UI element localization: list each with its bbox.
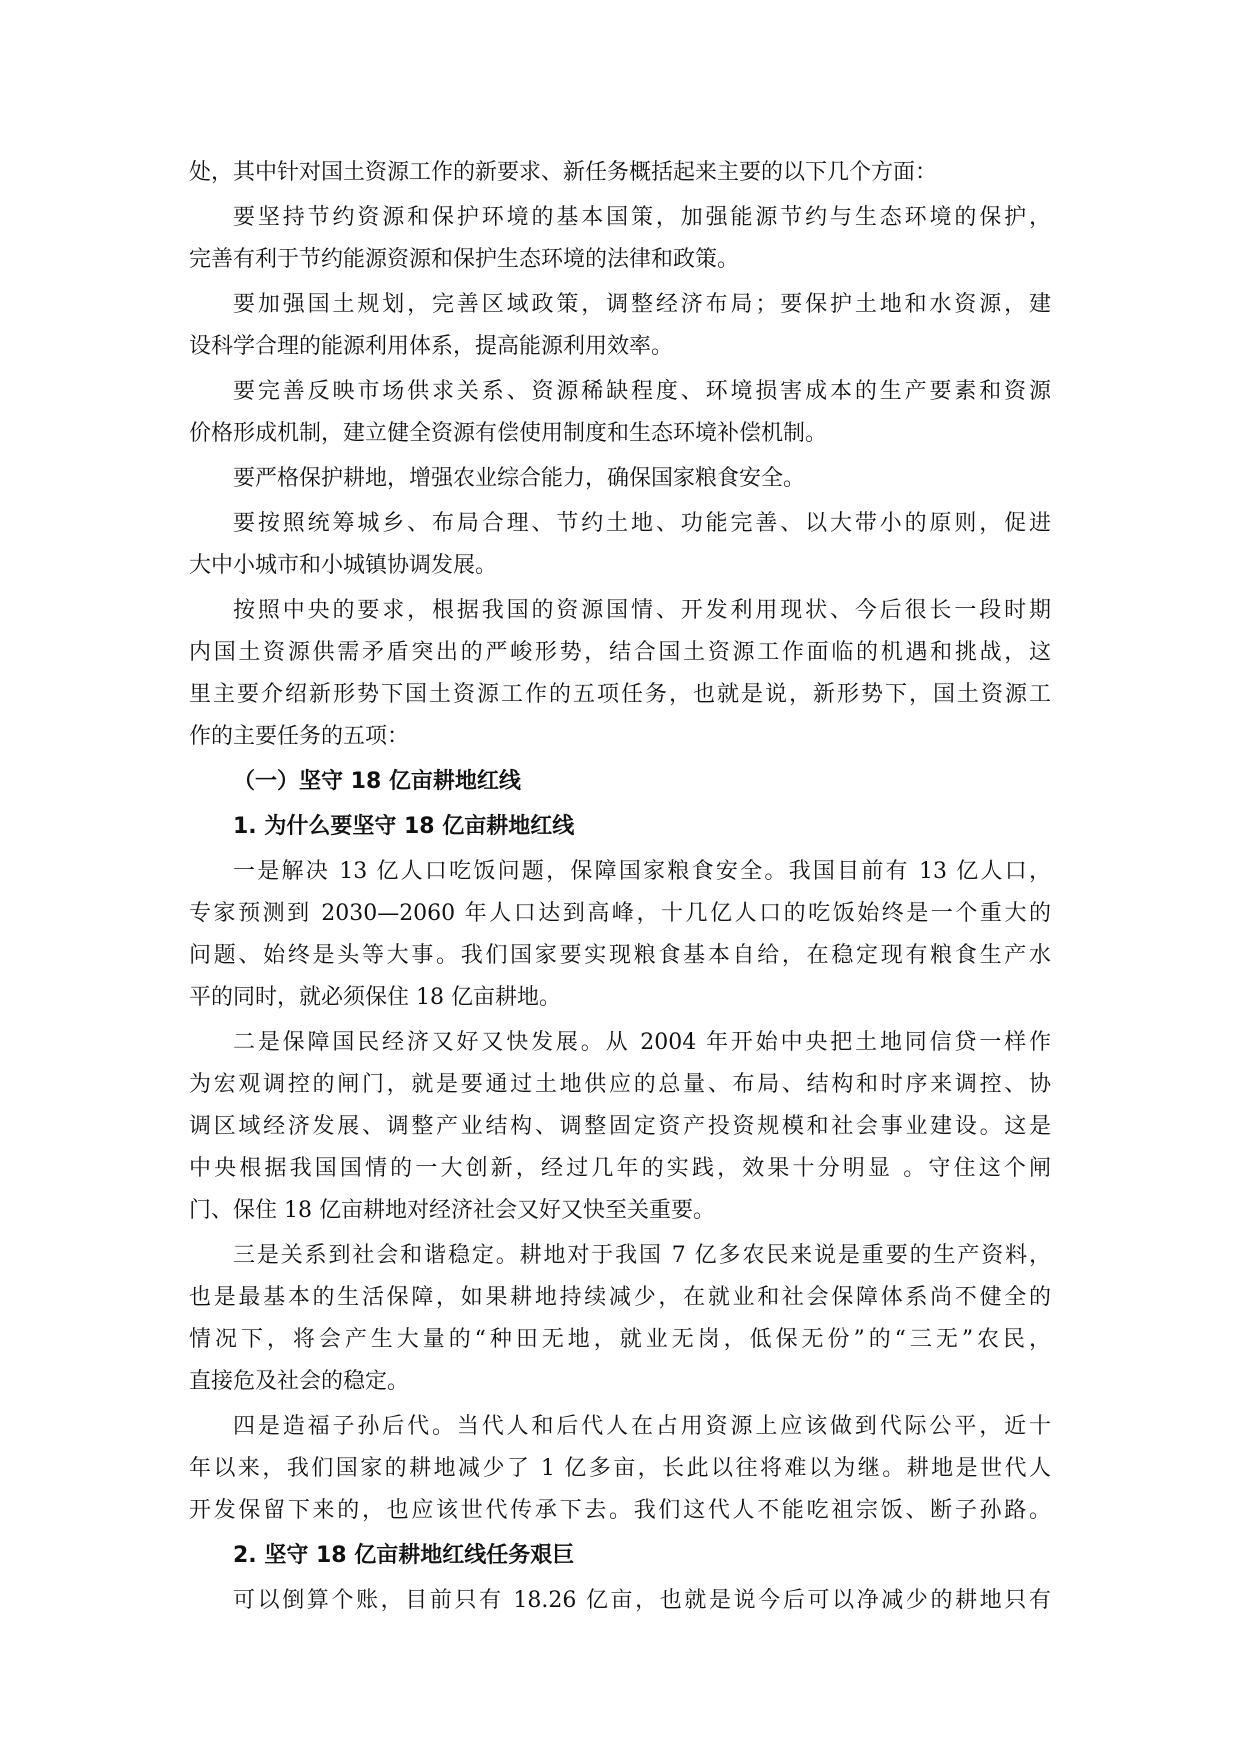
text-line: 作的主要任务的五项：	[189, 724, 410, 749]
text-line: 要严格保护耕地，增强农业综合能力，确保国家粮食安全。	[233, 466, 806, 491]
heading-text: 1. 为什么要坚守 18 亿亩耕地红线	[233, 814, 575, 839]
paragraph	[189, 1235, 1051, 1403]
text-line: 为宏观调控的闸门，就是要通过土地供应的总量、布局、结构和时序来调控、协	[189, 1072, 1051, 1097]
paragraph	[189, 197, 1051, 281]
paragraph	[189, 590, 1051, 758]
paragraph	[189, 284, 1051, 368]
text-line: 专家预测到 2030—2060 年人口达到高峰，十几亿人口的吃饭始终是一个重大的	[189, 901, 1051, 926]
text-line: 情况下，将会产生大量的“种田无地，就业无岗，低保无份”的“三无”农民，	[189, 1327, 1051, 1352]
text-line: 问题、始终是头等大事。我们国家要实现粮食基本自给，在稳定现有粮食生产水	[189, 943, 1051, 968]
text-line: 完善有利于节约能源资源和保护生态环境的法律和政策。	[189, 247, 740, 272]
text-line: 也是最基本的生活保障，如果耕地持续减少，在就业和社会保障体系尚不健全的	[189, 1285, 1051, 1310]
paragraph	[189, 371, 1051, 455]
document-page	[189, 152, 1051, 1622]
paragraph	[189, 1580, 1051, 1622]
text-line: 四是造福子孙后代。当代人和后代人在占用资源上应该做到代际公平，近十	[233, 1414, 1051, 1439]
text-line: 一是解决 13 亿人口吃饭问题，保障国家粮食安全。我国目前有 13 亿人口，	[233, 859, 1051, 884]
text-line: 大中小城市和小城镇协调发展。	[189, 553, 498, 578]
text-line: 要坚持节约资源和保护环境的基本国策，加强能源节约与生态环境的保护，	[233, 205, 1051, 230]
paragraph	[189, 1406, 1051, 1532]
text-line: 要按照统筹城乡、布局合理、节约土地、功能完善、以大带小的原则，促进	[233, 511, 1051, 536]
text-line: 可以倒算个账，目前只有 18.26 亿亩，也就是说今后可以净减少的耕地只有	[233, 1588, 1051, 1613]
text-line: 按照中央的要求，根据我国的资源国情、开发利用现状、今后很长一段时期	[233, 598, 1051, 623]
text-line: 二是保障国民经济又好又快发展。从 2004 年开始中央把土地同信贷一样作	[233, 1030, 1051, 1055]
heading-text: （一）坚守 18 亿亩耕地红线	[233, 769, 521, 794]
text-line: 门、保住 18 亿亩耕地对经济社会又好又快至关重要。	[189, 1198, 715, 1223]
text-line: 三是关系到社会和谐稳定。耕地对于我国 7 亿多农民来说是重要的生产资料，	[233, 1243, 1051, 1268]
text-line: 年以来，我们国家的耕地减少了 1 亿多亩，长此以往将难以为继。耕地是世代人	[189, 1456, 1051, 1481]
text-line: 要加强国土规划，完善区域政策，调整经济布局；要保护土地和水资源，建	[233, 292, 1051, 317]
paragraph	[189, 458, 1051, 500]
text-line: 直接危及社会的稳定。	[189, 1369, 410, 1394]
section-heading	[189, 761, 1051, 803]
text-line: 平的同时，就必须保住 18 亿亩耕地。	[189, 985, 561, 1010]
text-line: 中央根据我国国情的一大创新，经过几年的实践，效果十分明显 。守住这个闸	[189, 1156, 1051, 1181]
text-line: 处，其中针对国土资源工作的新要求、新任务概括起来主要的以下几个方面：	[189, 160, 938, 185]
heading-text: 2. 坚守 18 亿亩耕地红线任务艰巨	[233, 1543, 575, 1568]
paragraph	[189, 1022, 1051, 1232]
text-line: 要完善反映市场供求关系、资源稀缺程度、环境损害成本的生产要素和资源	[233, 379, 1051, 404]
paragraph	[189, 152, 1051, 194]
text-line: 内国土资源供需矛盾突出的严峻形势，结合国土资源工作面临的机遇和挑战，这	[189, 640, 1051, 665]
paragraph	[189, 851, 1051, 1019]
text-line: 开发保留下来的，也应该世代传承下去。我们这代人不能吃祖宗饭、断子孙路。	[189, 1498, 1051, 1523]
paragraph	[189, 503, 1051, 587]
text-line: 设科学合理的能源利用体系，提高能源利用效率。	[189, 334, 674, 359]
section-heading	[189, 1535, 1051, 1577]
section-heading	[189, 806, 1051, 848]
text-line: 价格形成机制，建立健全资源有偿使用制度和生态环境补偿机制。	[189, 421, 828, 446]
text-line: 里主要介绍新形势下国土资源工作的五项任务，也就是说，新形势下，国土资源工	[189, 682, 1051, 707]
text-line: 调区域经济发展、调整产业结构、调整固定资产投资规模和社会事业建设。这是	[189, 1114, 1051, 1139]
